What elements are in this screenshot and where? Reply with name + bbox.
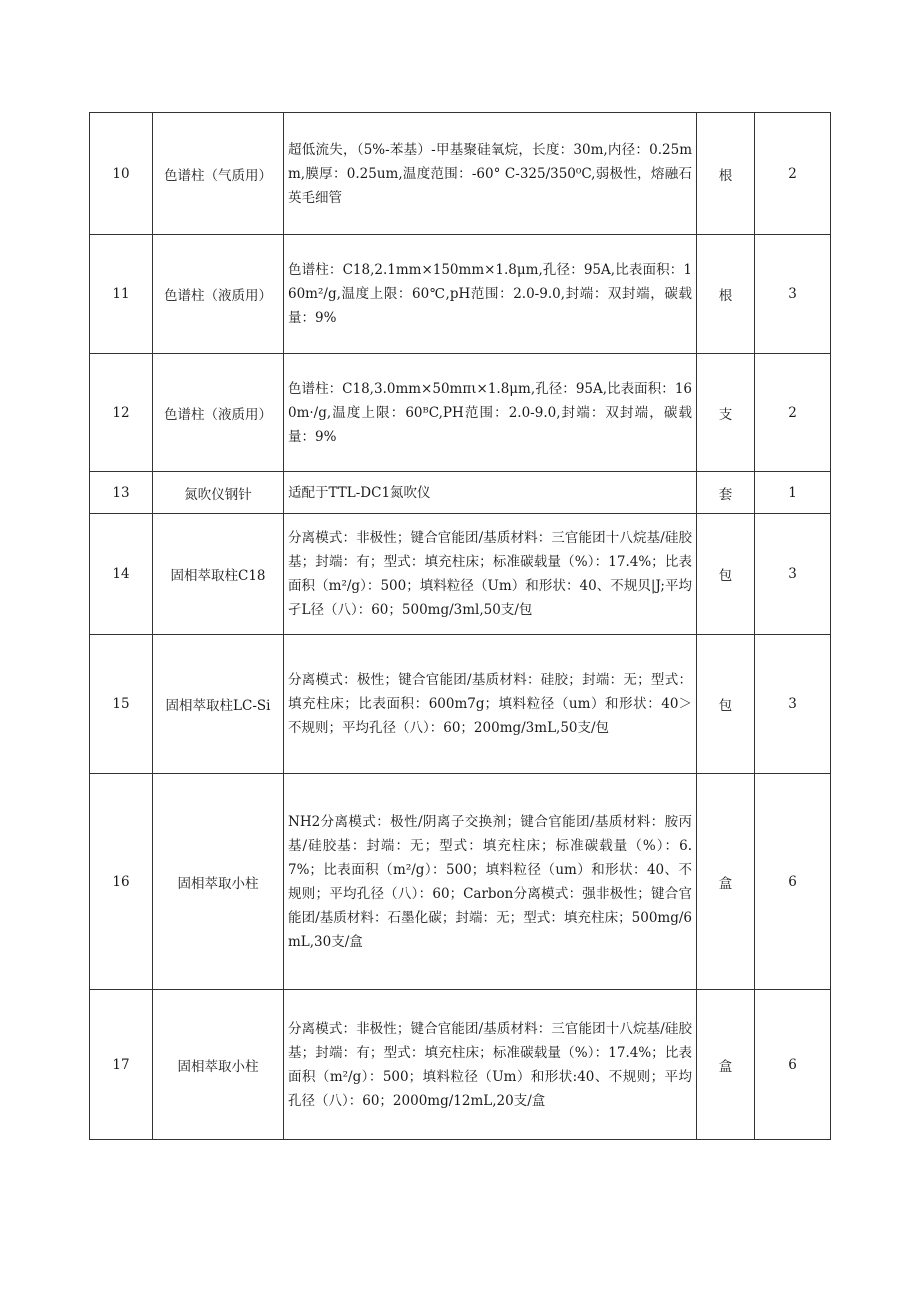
item-unit: 套 — [697, 472, 755, 514]
item-name: 固相萃取小柱 — [153, 774, 284, 990]
item-spec: 超低流失，（5%-苯基）-甲基聚硅氧烷，长度：30m,内径：0.25mm,膜厚：0.25um,温度范围：-60° C-325/350⁰C,弱极性，熔融石英毛细管 — [284, 113, 697, 235]
row-number: 10 — [90, 113, 153, 235]
item-spec: 适配于TTL-DC1氮吹仪 — [284, 472, 697, 514]
table-row — [90, 990, 831, 1140]
item-unit: 根 — [697, 113, 755, 235]
item-quantity: 1 — [755, 472, 831, 514]
table-row — [90, 514, 831, 635]
item-unit: 包 — [697, 514, 755, 635]
table-row — [90, 235, 831, 354]
item-quantity: 3 — [755, 635, 831, 774]
item-name: 氮吹仪钢针 — [153, 472, 284, 514]
item-spec: 分离模式：极性；键合官能团/基质材料：硅胶；封端：无；型式：填充柱床；比表面积：600m7g；填料粒径（um）和形状：40＞不规则；平均孔径（八）：60；200mg/3mL,50支/包 — [284, 635, 697, 774]
row-number: 13 — [90, 472, 153, 514]
item-name: 色谱柱（气质用） — [153, 113, 284, 235]
row-number: 15 — [90, 635, 153, 774]
row-number: 17 — [90, 990, 153, 1140]
row-number: 16 — [90, 774, 153, 990]
row-number: 12 — [90, 354, 153, 472]
row-number: 11 — [90, 235, 153, 354]
item-name: 色谱柱（液质用） — [153, 235, 284, 354]
item-spec: 分离模式：非极性；键合官能团/基质材料：三官能团十八烷基/硅胶基；封端：有；型式：填充柱床；标准碳载量（%）：17.4%；比表面积（m²/g）：500；填料粒径（Um）和形状：40、不规贝|J;平均孑L径（八）：60；500mg/3ml,50支/包 — [284, 514, 697, 635]
item-spec: 色谱柱：C18,3.0mm×50mπι×1.8μm,孔径：95A,比表面积：160m·/g,温度上限：60ᴮC,PH范围：2.0-9.0,封端：双封端，碳载量：9% — [284, 354, 697, 472]
item-quantity: 3 — [755, 235, 831, 354]
item-unit: 盒 — [697, 774, 755, 990]
item-spec: NH2分离模式：极性/阴离子交换剂；键合官能团/基质材料：胺丙基/硅胶基：封端：无；型式：填充柱床；标准碳载量（%）：6.7%；比表面积（m²/g）：500；填料粒径（um）和形状：40、不规则；平均孔径（八）：60；Carbon分离模式：强非极性；键合官能团/基质材料：石墨化碳；封端：无；型式：填充柱床；500mg/6mL,30支/盒 — [284, 774, 697, 990]
table-row — [90, 472, 831, 514]
item-quantity: 6 — [755, 774, 831, 990]
table-row — [90, 113, 831, 235]
item-name: 固相萃取小柱 — [153, 990, 284, 1140]
item-quantity: 3 — [755, 514, 831, 635]
item-unit: 包 — [697, 635, 755, 774]
table-row — [90, 354, 831, 472]
item-unit: 根 — [697, 235, 755, 354]
item-name: 固相萃取柱C18 — [153, 514, 284, 635]
item-quantity: 2 — [755, 113, 831, 235]
item-unit: 支 — [697, 354, 755, 472]
row-number: 14 — [90, 514, 153, 635]
table-row — [90, 635, 831, 774]
item-unit: 盒 — [697, 990, 755, 1140]
item-spec: 色谱柱：C18,2.1mm×150mm×1.8μm,孔径：95A,比表面积：160m²/g,温度上限：60℃,pH范围：2.0-9.0,封端：双封端，碳载量：9% — [284, 235, 697, 354]
item-quantity: 2 — [755, 354, 831, 472]
item-name: 色谱柱（液质用） — [153, 354, 284, 472]
item-spec: 分离模式：非极性；键合官能团/基质材料：三官能团十八烷基/硅胶基；封端：有；型式：填充柱床；标准碳载量（%）：17.4%；比表面积（m²/g）：500；填料粒径（Um）和形状:40、不规则；平均孔径（八）：60；2000mg/12mL,20支/盒 — [284, 990, 697, 1140]
items-table — [89, 112, 831, 1140]
item-name: 固相萃取柱LC-Si — [153, 635, 284, 774]
item-quantity: 6 — [755, 990, 831, 1140]
table-row — [90, 774, 831, 990]
